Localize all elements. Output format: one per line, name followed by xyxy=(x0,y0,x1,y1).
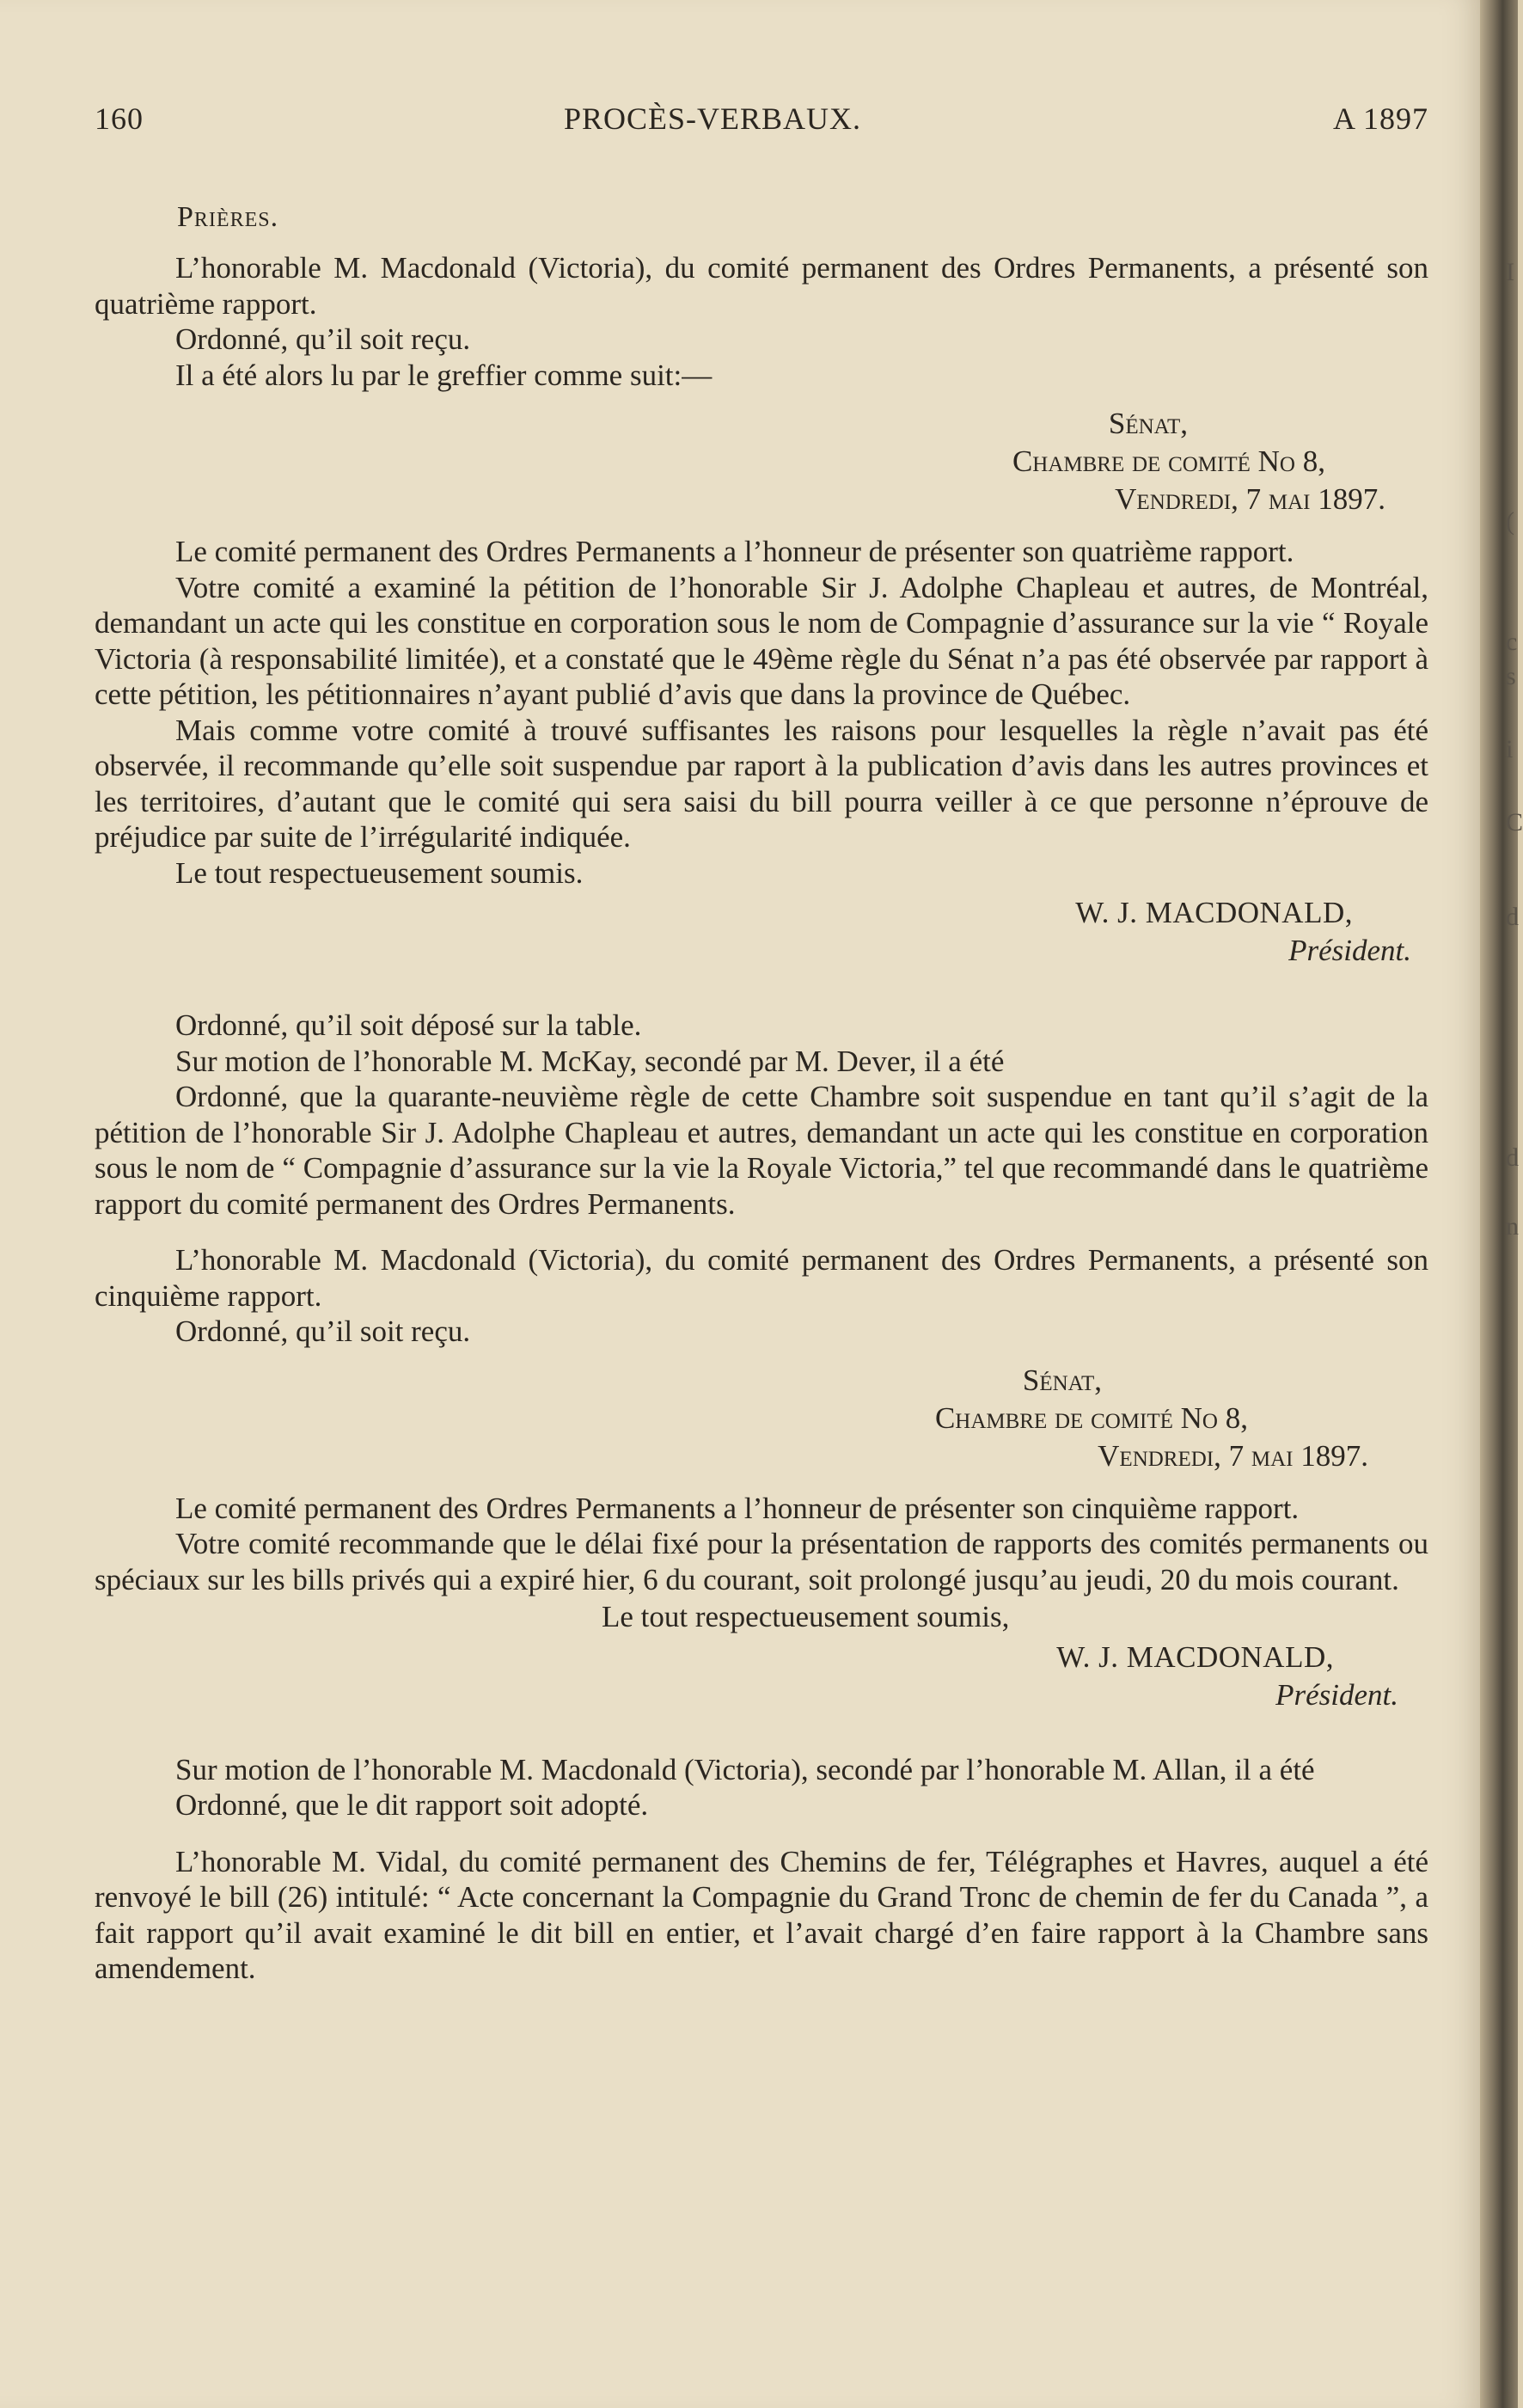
signatory-role: Président. xyxy=(1275,1677,1398,1712)
section-heading: Prières. xyxy=(177,200,279,233)
paragraph: Sur motion de l’honorable M. McKay, secondé par M. Dever, il a été xyxy=(175,1044,1005,1078)
signatory-name: W. J. MACDONALD, xyxy=(1056,1639,1334,1674)
paragraph: L’honorable M. Macdonald (Victoria), du comité permanent des Ordres Permanents, a présenté son cinquième rapport. xyxy=(95,1243,1428,1313)
signatory-name: W. J. MACDONALD, xyxy=(1075,896,1353,929)
header-year: A 1897 xyxy=(1332,101,1428,136)
paragraph: Mais comme votre comité à trouvé suffisantes les raisons pour lesquelles la règle n’avait pas été observée, il recommande qu’elle soit suspendue par raport à la publication d’avis dans les autres provinces et les territoires, d’autant que le comité qui sera saisi du bill pourra veiller à ce que personne n’éprouve de préjudice par suite de l’irrégularité indiquée. xyxy=(95,713,1428,854)
signature-block xyxy=(95,1639,1428,1714)
address-line: Chambre de comité No 8, xyxy=(1012,444,1325,478)
report-address xyxy=(95,1362,1428,1475)
paragraph: L’honorable M. Macdonald (Victoria), du comité permanent des Ordres Permanents, a présenté son quatrième rapport. xyxy=(95,251,1428,321)
paragraph: Le comité permanent des Ordres Permanents a l’honneur de présenter son cinquième rapport. xyxy=(175,1491,1300,1525)
margin-glyph: d xyxy=(1506,903,1519,931)
book-spine xyxy=(1480,0,1518,2408)
margin-glyph: C xyxy=(1506,808,1523,836)
page-number: 160 xyxy=(95,101,144,136)
paragraph: Sur motion de l’honorable M. Macdonald (Victoria), secondé par l’honorable M. Allan, il a été xyxy=(175,1752,1315,1786)
paragraph: Ordonné, qu’il soit reçu. xyxy=(175,322,471,356)
running-title: PROCÈS-VERBAUX. xyxy=(563,101,862,136)
paragraph: Le tout respectueusement soumis. xyxy=(175,855,584,890)
running-header xyxy=(95,101,1428,138)
paragraph: Votre comité a examiné la pétition de l’honorable Sir J. Adolphe Chapleau et autres, de Montréal, demandant un acte qui les constitue en corporation sous le nom de Compagnie d’assurance sur la vie “ Royale Victoria (à responsabilité limitée), et a constaté que le 49ème règle du Sénat n’a pas été observée par rapport à cette pétition, les pétitionnaires n’ayant publié d’avis que dans la province de Québec. xyxy=(95,570,1428,711)
margin-glyph: d xyxy=(1506,1143,1519,1172)
report-address xyxy=(95,405,1428,518)
address-line: Sénat, xyxy=(1022,1363,1102,1397)
signature-block xyxy=(95,894,1428,970)
margin-glyph: ( xyxy=(1506,507,1514,536)
paragraph: Le comité permanent des Ordres Permanents a l’honneur de présenter son quatrième rapport. xyxy=(175,535,1294,568)
paragraph: Ordonné, qu’il soit déposé sur la table. xyxy=(175,1008,642,1042)
address-line: Sénat, xyxy=(1108,407,1188,440)
margin-glyph: i xyxy=(1506,735,1514,763)
paragraph: L’honorable M. Vidal, du comité permanent des Chemins de fer, Télégraphes et Havres, auquel a été renvoyé le bill (26) intitulé: “ Acte concernant la Compagnie du Grand Tronc de chemin de fer du Canada ”, a fait rapport qu’il avait examiné le dit bill en entier, et l’avait chargé d’en faire rapport à la Chambre sans amendement. xyxy=(95,1844,1428,1985)
signatory-role: Président. xyxy=(1288,934,1411,967)
margin-glyph: I xyxy=(1506,258,1514,286)
page-content xyxy=(95,101,1428,1987)
paragraph: Ordonné, qu’il soit reçu. xyxy=(175,1314,471,1348)
address-line: Vendredi, 7 mai 1897. xyxy=(1115,482,1385,516)
paragraph: Il a été alors lu par le greffier comme suit:— xyxy=(175,358,713,392)
paragraph: Ordonné, que la quarante-neuvième règle de cette Chambre soit suspendue en tant qu’il s’agit de la pétition de l’honorable Sir J. Adolphe Chapleau et autres, demandant un acte qui les constitue en corporation sous le nom de “ Compagnie d’assurance sur la vie la Royale Victoria,” tel que recommandé dans le quatrième rapport du comité permanent des Ordres Permanents. xyxy=(95,1080,1428,1221)
margin-glyph: s xyxy=(1506,662,1516,690)
margin-glyph: n xyxy=(1506,1212,1519,1241)
margin-glyph: c xyxy=(1506,628,1518,656)
address-line: Vendredi, 7 mai 1897. xyxy=(1098,1438,1368,1473)
address-line: Chambre de comité No 8, xyxy=(934,1400,1248,1435)
closing-line: Le tout respectueusement soumis, xyxy=(602,1600,1010,1633)
paragraph: Ordonné, que le dit rapport soit adopté. xyxy=(175,1788,649,1822)
paragraph: Votre comité recommande que le délai fixé pour la présentation de rapports des comités permanents ou spéciaux sur les bills privés qui a expiré hier, 6 du courant, soit prolongé jusqu’au jeudi, 20 du mois courant. xyxy=(95,1527,1428,1596)
